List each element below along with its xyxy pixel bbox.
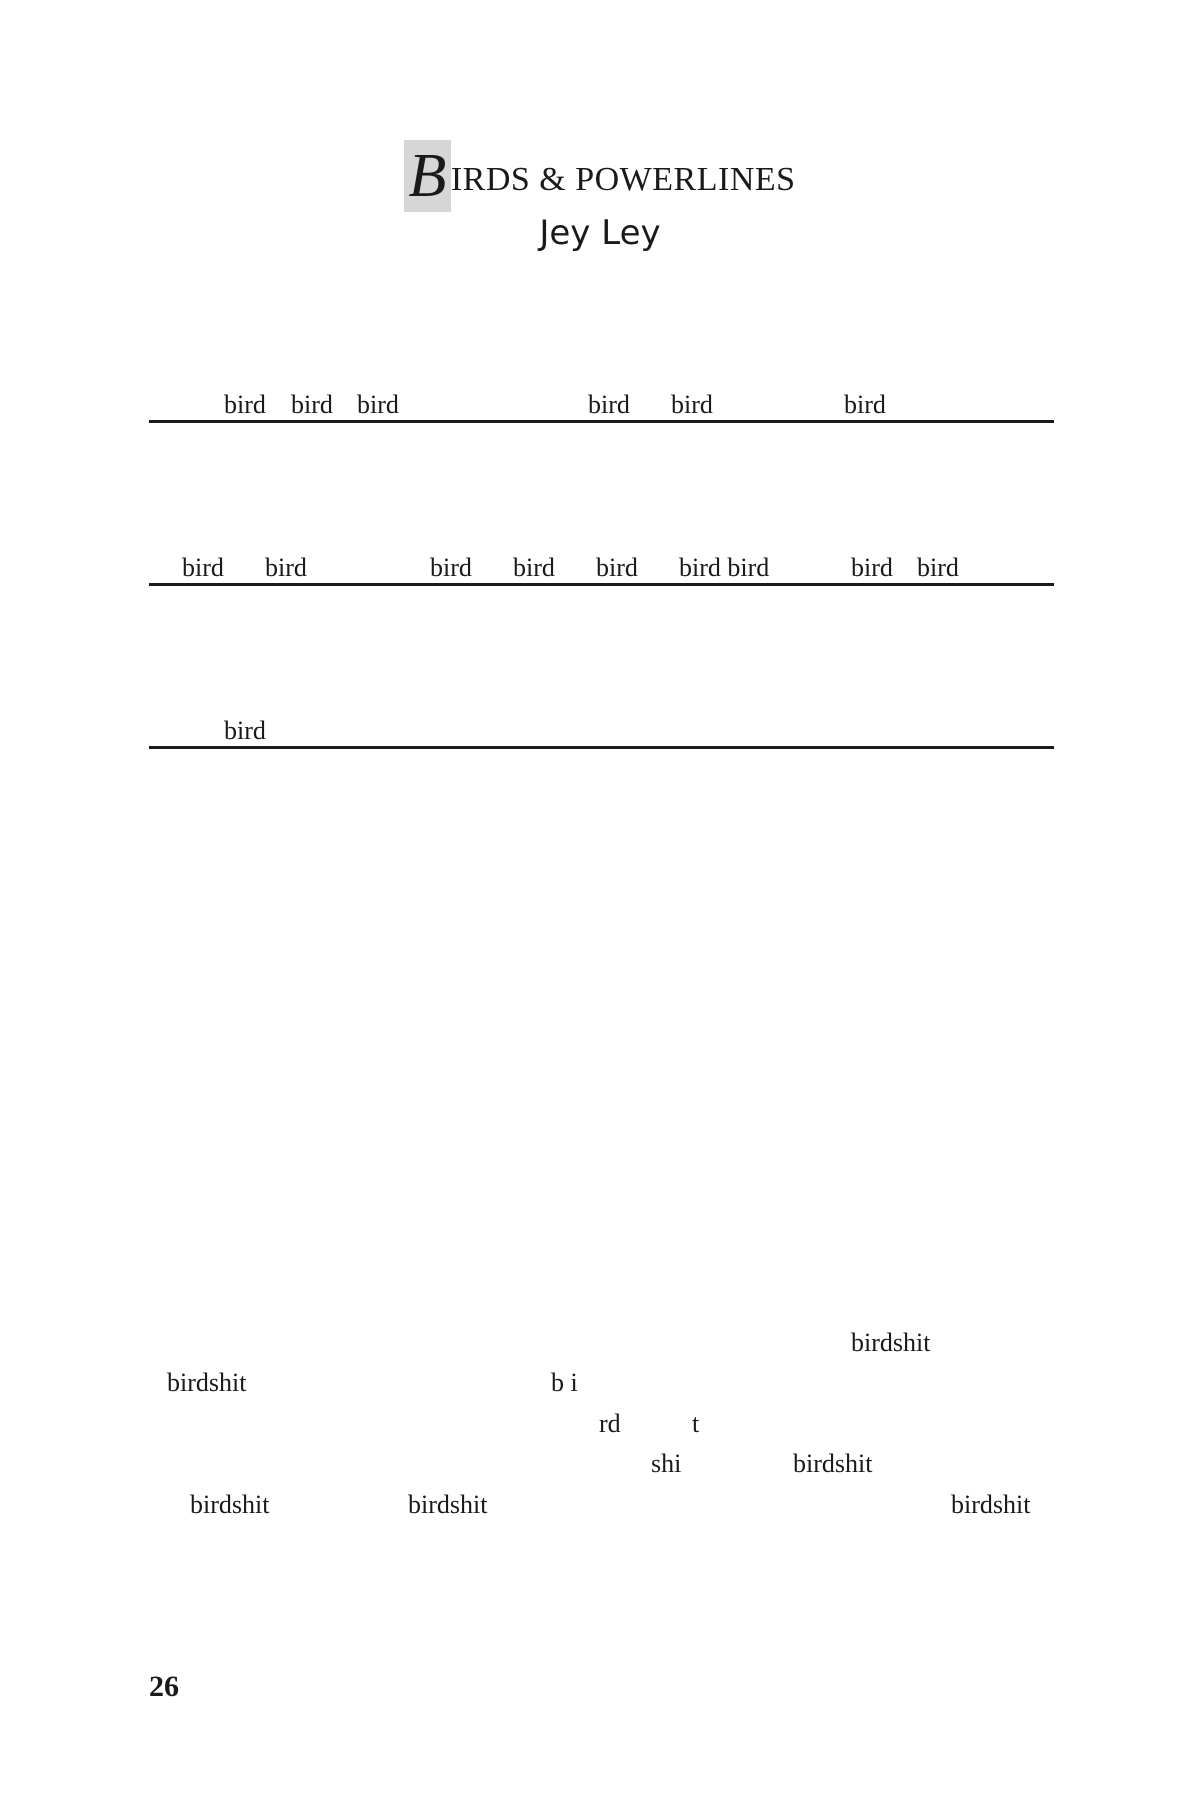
birdshit-word: birdshit	[793, 1449, 873, 1478]
bird-word: bird	[844, 390, 886, 419]
title-drop-cap: B	[404, 140, 450, 212]
bird-word: bird	[430, 553, 472, 582]
bird-word: bird	[182, 553, 224, 582]
bird-word: bird	[917, 553, 959, 582]
power-line	[149, 420, 1054, 423]
bird-word: bird	[357, 390, 399, 419]
poem-author: Jey Ley	[539, 213, 661, 253]
bird-word: bird	[513, 553, 555, 582]
birdshit-word: birdshit	[167, 1368, 247, 1397]
birdshit-word: rd	[599, 1409, 621, 1438]
birdshit-word: t	[692, 1409, 700, 1438]
birdshit-word: shi	[651, 1449, 682, 1478]
bird-word: bird	[588, 390, 630, 419]
birdshit-word: birdshit	[190, 1490, 270, 1519]
bird-word: bird	[224, 716, 266, 745]
birdshit-word: b i	[551, 1368, 578, 1397]
bird-word: bird	[224, 390, 266, 419]
power-line	[149, 583, 1054, 586]
birdshit-word: birdshit	[408, 1490, 488, 1519]
bird-word: bird	[291, 390, 333, 419]
title-text: IRDS & POWERLINES	[450, 161, 796, 198]
bird-word: bird	[596, 553, 638, 582]
power-line	[149, 746, 1054, 749]
bird-word: bird	[851, 553, 893, 582]
bird-word: bird bird	[679, 553, 770, 582]
bird-word: bird	[265, 553, 307, 582]
poem-title	[0, 140, 1200, 212]
page-number: 26	[149, 1670, 179, 1703]
birdshit-word: birdshit	[951, 1490, 1031, 1519]
birdshit-word: birdshit	[851, 1328, 931, 1357]
bird-word: bird	[671, 390, 713, 419]
